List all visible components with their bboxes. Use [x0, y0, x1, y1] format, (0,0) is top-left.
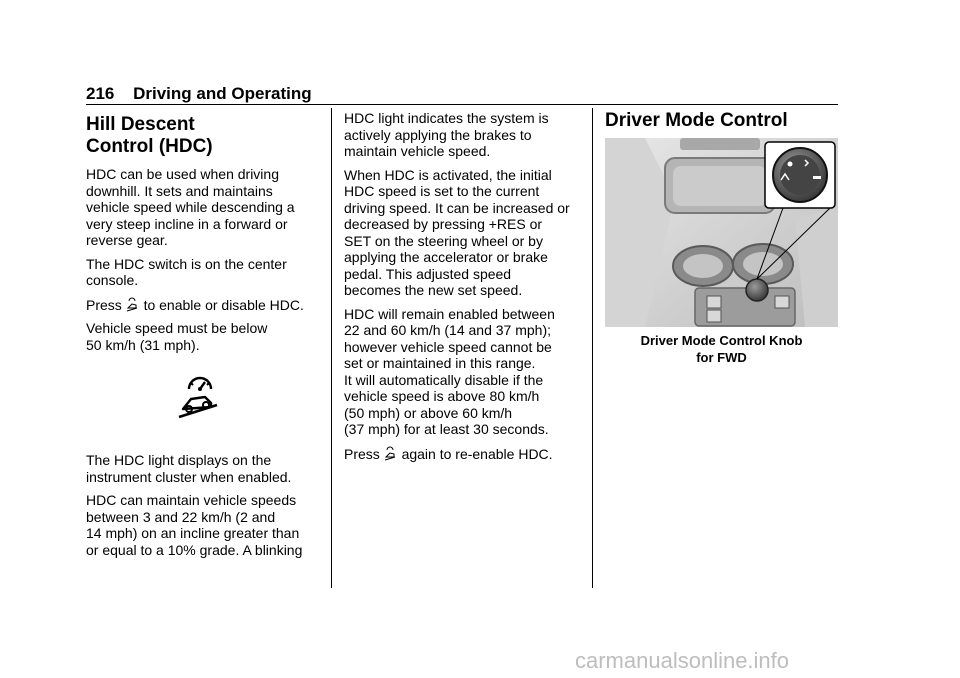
page-number: 216 [86, 84, 115, 103]
driver-mode-knob-photo [605, 138, 838, 327]
section-title: Driving and Operating [133, 84, 312, 103]
column-divider-1 [331, 108, 332, 588]
hdc-heading [86, 114, 321, 158]
hill-descent-icon [177, 373, 219, 419]
hdc-heading-line-2: Control (HDC) [86, 136, 213, 157]
page-header [86, 84, 312, 104]
driver-mode-heading: Driver Mode Control [605, 110, 788, 131]
header-rule [86, 104, 838, 105]
blinking-light-paragraph: HDC light indicates the system is actively applying the brakes to maintain vehicle speed. [344, 110, 549, 159]
column-3 [605, 110, 840, 140]
watermark: carmanualsonline.info [575, 648, 790, 673]
hdc-press-paragraph: Press to enable or disable HDC. [86, 296, 304, 313]
enabled-range-paragraph: HDC will remain enabled between 22 and 60 km/h (14 and 37 mph); however vehicle speed cannot be set or maintained in this range. It will automatically disable if the vehicle speed is above 80 km/h (50 mph) or above 60 km/h (37 mph) for at least 30 seconds. [344, 305, 555, 437]
column-2 [344, 110, 584, 469]
hdc-switch-paragraph: The HDC switch is on the center console. [86, 255, 287, 288]
hdc-heading-line-1: Hill Descent [86, 114, 195, 135]
speed-limit-paragraph: Vehicle speed must be below 50 km/h (31 mph). [86, 320, 268, 353]
column-1 [86, 114, 321, 565]
hill-descent-icon [126, 296, 138, 312]
hdc-light-paragraph: The HDC light displays on the instrument cluster when enabled. [86, 452, 292, 485]
hdc-speeds-paragraph: HDC can maintain vehicle speeds between 3 and 22 km/h (2 and 14 mph) on an incline greater than or equal to a 10% grade. A blinking [86, 492, 303, 558]
initial-speed-paragraph: When HDC is activated, the initial HDC speed is set to the current driving speed. It can be increased or decreased by pressing +RES or SET on the steering wheel or by applying the accelerator or brake pedal. This adjusted speed becomes the new set speed. [344, 166, 570, 298]
reenable-paragraph: Press again to re-enable HDC. [344, 445, 553, 462]
photo-caption: Driver Mode Control Knob for FWD [640, 333, 803, 365]
hdc-intro-paragraph: HDC can be used when driving downhill. It sets and maintains vehicle speed while descending a very steep incline in a forward or reverse gear. [86, 166, 295, 248]
hill-descent-icon [384, 445, 396, 461]
column-divider-2 [592, 108, 593, 588]
